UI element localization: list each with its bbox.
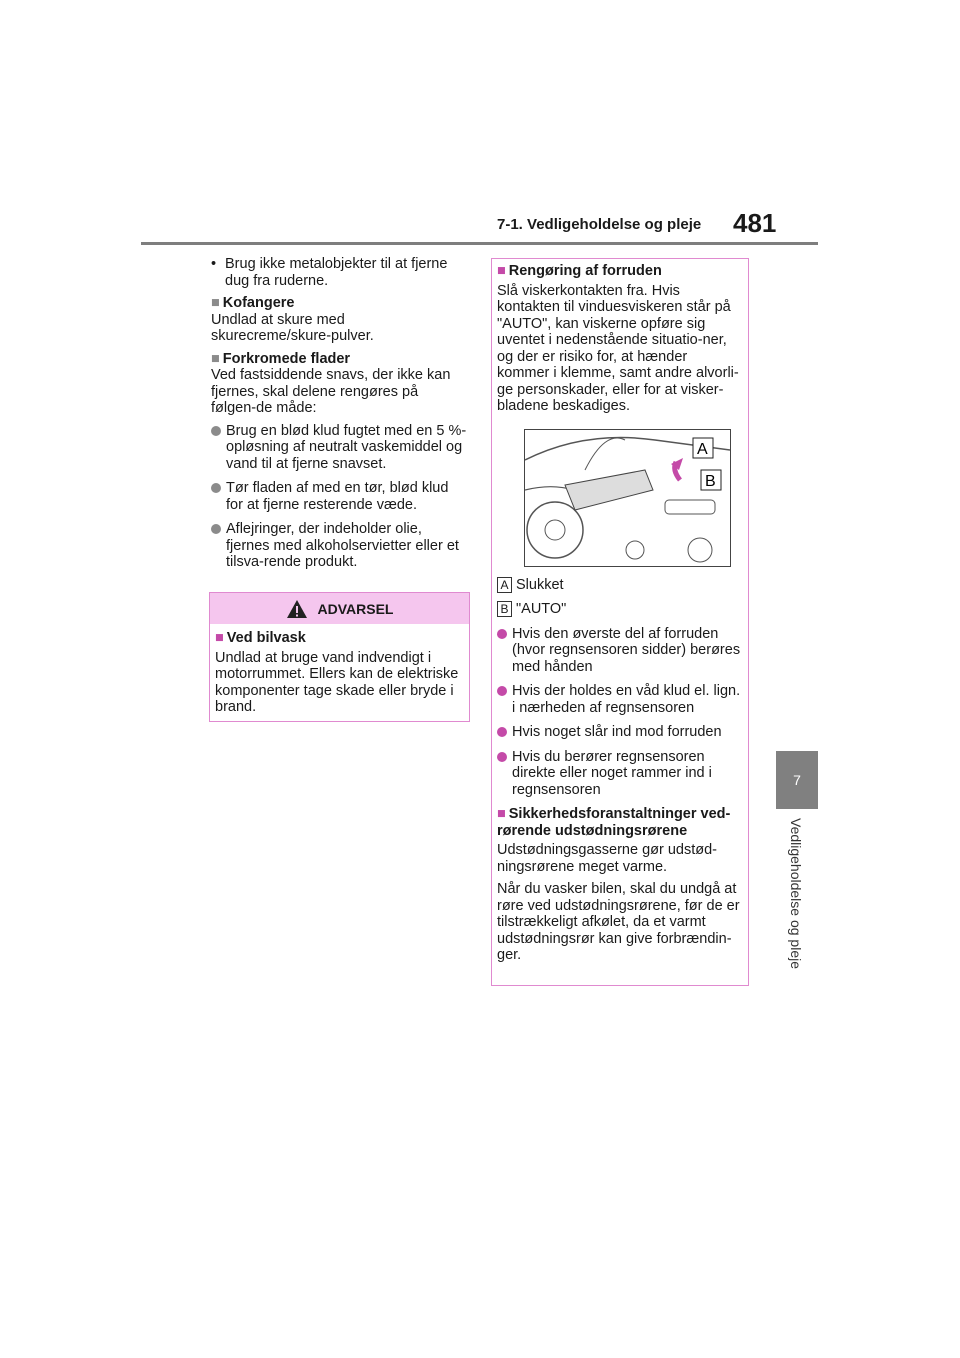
bullet-icon [497,686,507,696]
list-item: Hvis noget slår ind mod forruden [497,724,743,741]
warning-box [209,592,470,722]
section-title: 7-1. Vedligeholdelse og pleje [497,216,702,233]
paragraph: Når du vasker bilen, skal du undgå at røre ved udstødningsrørene, før de er tilstrækkeligt afkølet, da et varmt udstødningsrør kan give forbrændin-ger. [497,881,740,963]
bullet-icon [497,629,507,639]
list-item: • Brug ikke metalobjekter til at fjerne dug fra ruderne. [211,256,448,289]
paragraph: Slå viskerkontakten fra. Hvis kontakten til vinduesviskeren står på "AUTO", kan viskerne opføre sig uventet i nedenstående situatio-ner, og der er risiko for, at hænder kommer i klemme, samt andre alvorli-ge personskader, eller for at visker-bladene beskadiges. [497,282,739,414]
warning-text: Undlad at bruge vand indvendigt i motorrummet. Ellers kan de elektriske komponenter tage skade eller bryde i brand. [215,649,459,715]
bullet-icon [211,483,221,493]
paragraph: Ved fastsiddende snavs, der ikke kan fjernes, skal delene rengøres på følgen-de måde: [211,367,451,416]
wiper-switch-illustration [524,429,731,567]
info-box [491,258,749,986]
section-heading: ■ Sikkerhedsforanstaltninger ved-rørende udstødningsrørene [497,806,731,839]
list-item: Hvis du berører regnsensoren direkte eller noget rammer ind i regnsensoren [497,749,743,799]
warning-icon [286,599,308,619]
header-rule [141,242,818,245]
chapter-label: Vedligeholdelse og pleje [788,818,804,970]
bullet-icon [497,727,507,737]
list-item: Aflejringer, der indeholder olie, fjernes med alkoholservietter eller et tilsva-rende produkt. [211,521,467,571]
figure-label-a: A [697,440,708,458]
bullet-icon [211,524,221,534]
page-number: 481 [733,208,777,238]
list-item: Brug en blød klud fugtet med en 5 %-opløsning af neutralt vaskemiddel og vand til at fjerne snavset. [211,423,467,473]
bullet-icon [211,426,221,436]
section-heading: ■ Kofangere [211,295,295,311]
list-item: Hvis der holdes en våd klud el. lign. i nærheden af regnsensoren [497,683,743,716]
legend-b: B "AUTO" [497,601,743,618]
left-column [211,256,467,579]
warning-subtitle: ■ Ved bilvask [215,630,306,646]
bullet-icon [497,752,507,762]
paragraph: Undlad at skure med skurecreme/skure-pulver. [211,311,374,344]
paragraph: Udstødningsgasserne gør udstød-ningsrørene meget varme. [497,842,718,875]
chapter-tab: 7 [776,751,818,809]
section-heading: ■ Forkromede flader [211,350,351,367]
warning-header: ADVARSEL [210,593,469,624]
list-item: Hvis den øverste del af forruden (hvor regnsensoren sidder) berøres med hånden [497,626,743,676]
warning-body [210,624,469,722]
list-item: Tør fladen af med en tør, blød klud for at fjerne resterende væde. [211,480,467,513]
section-heading: ■ Rengøring af forruden [497,263,662,279]
figure-label-b: B [705,472,716,490]
legend-a: A Slukket [497,577,743,594]
